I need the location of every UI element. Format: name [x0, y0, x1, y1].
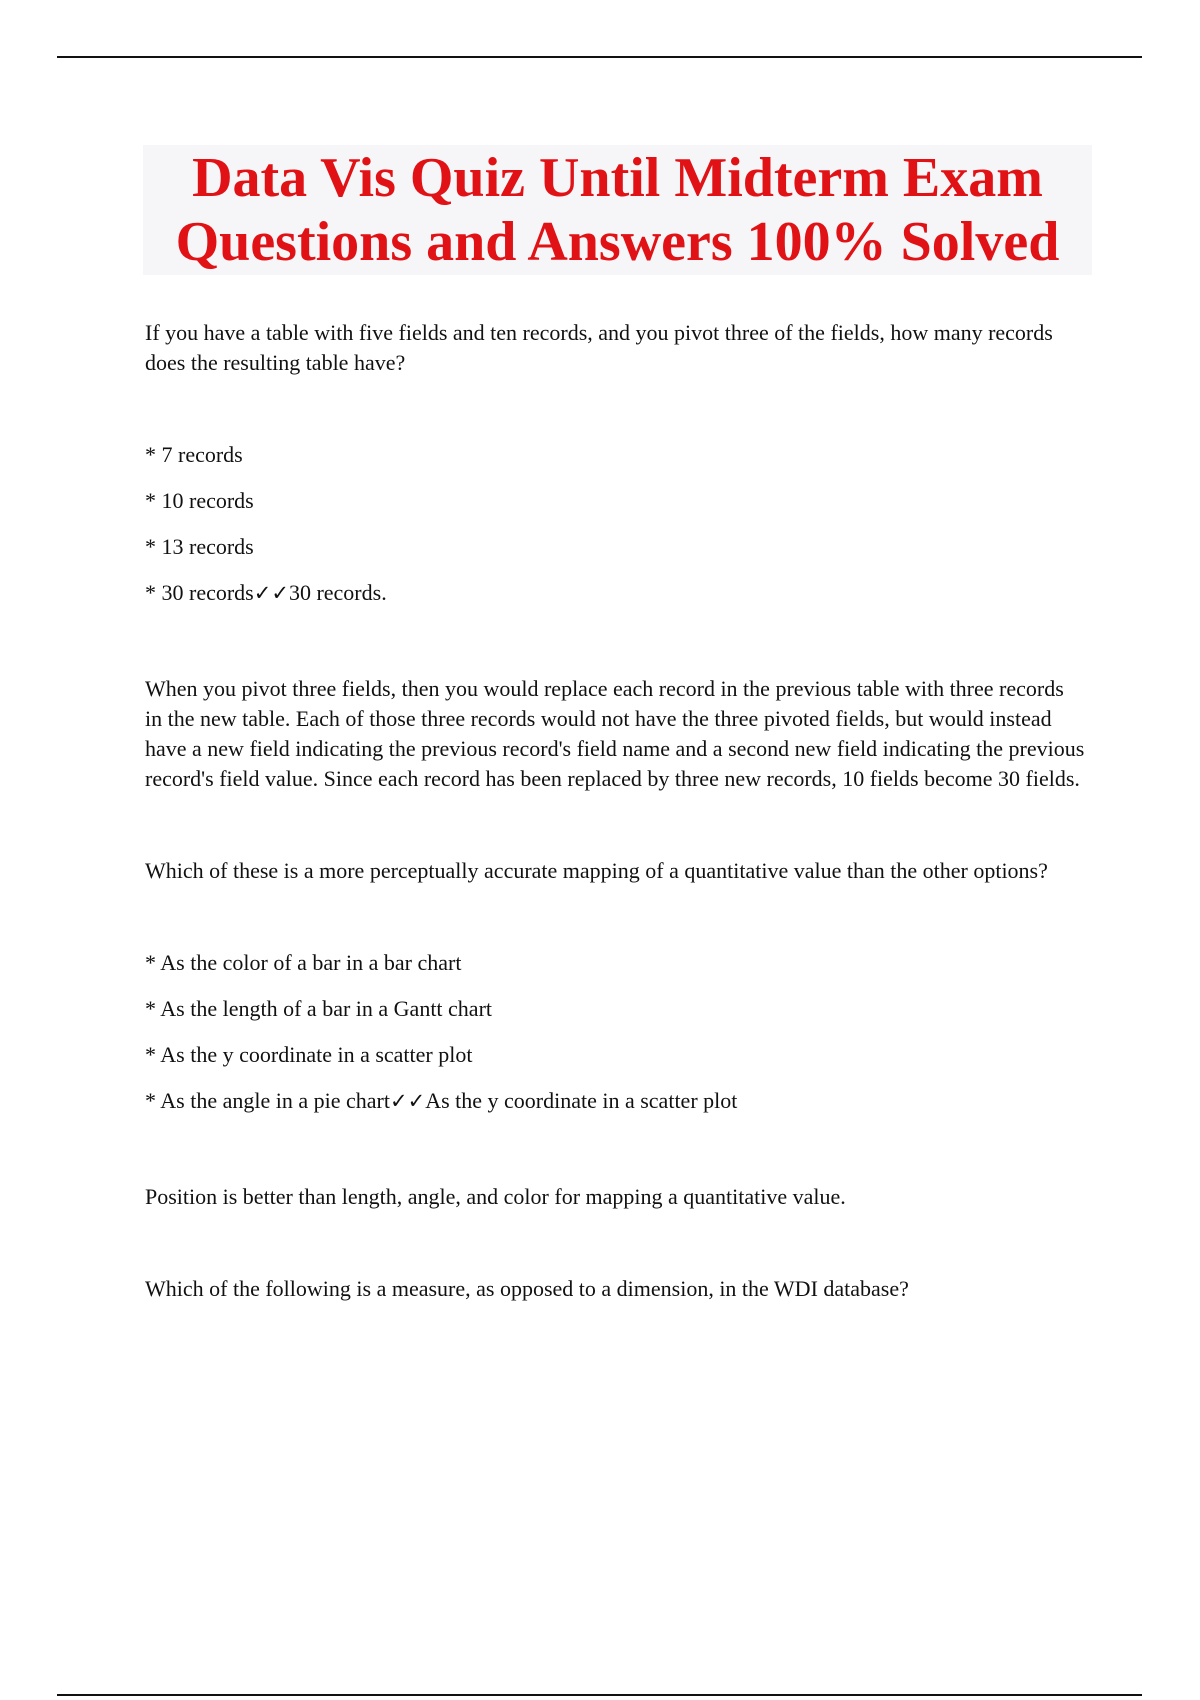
q1-option-2: * 10 records	[145, 488, 254, 513]
q2-answer: As the y coordinate in a scatter plot	[425, 1088, 738, 1113]
q2-option-4-with-answer	[145, 1086, 1085, 1132]
q1-option-4-with-answer	[145, 578, 1085, 624]
question-3: Which of the following is a measure, as opposed to a dimension, in the WDI database?	[145, 1276, 909, 1301]
title-line-2: Questions and Answers 100% Solved	[175, 211, 1060, 273]
title-line-1: Data Vis Quiz Until Midterm Exam	[192, 147, 1043, 209]
q1-option-4: * 30 records	[145, 580, 254, 605]
document-title	[143, 145, 1092, 275]
q2-explanation: Position is better than length, angle, and color for mapping a quantitative value.	[145, 1184, 846, 1209]
q2-option-4: * As the angle in a pie chart	[145, 1088, 390, 1113]
q1-answer: 30 records.	[288, 580, 387, 605]
q1-explanation: When you pivot three fields, then you would replace each record in the previous table with three records in the new table. Each of those three records would not have the three pivoted fields, but would instead have a new field indicating the previous record's field name and a second new field indicating the previous record's field value. Since each record has been replaced by three new records, 10 fields become 30 fields.	[145, 676, 1085, 791]
checkmark-icon: ✓✓	[253, 581, 289, 605]
top-rule	[57, 56, 1142, 58]
q1-option-3: * 13 records	[145, 534, 254, 559]
question-1: If you have a table with five fields and ten records, and you pivot three of the fields, how many records does the resulting table have?	[145, 320, 1053, 375]
q2-option-1: * As the color of a bar in a bar chart	[145, 950, 462, 975]
q1-option-1: * 7 records	[145, 442, 243, 467]
question-2: Which of these is a more perceptually accurate mapping of a quantitative value than the other options?	[145, 858, 1048, 883]
q2-option-2: * As the length of a bar in a Gantt chart	[145, 996, 493, 1021]
document-body	[145, 318, 1085, 1304]
checkmark-icon: ✓✓	[389, 1089, 426, 1113]
q2-option-3: * As the y coordinate in a scatter plot	[145, 1042, 473, 1067]
bottom-rule	[57, 1694, 1142, 1696]
